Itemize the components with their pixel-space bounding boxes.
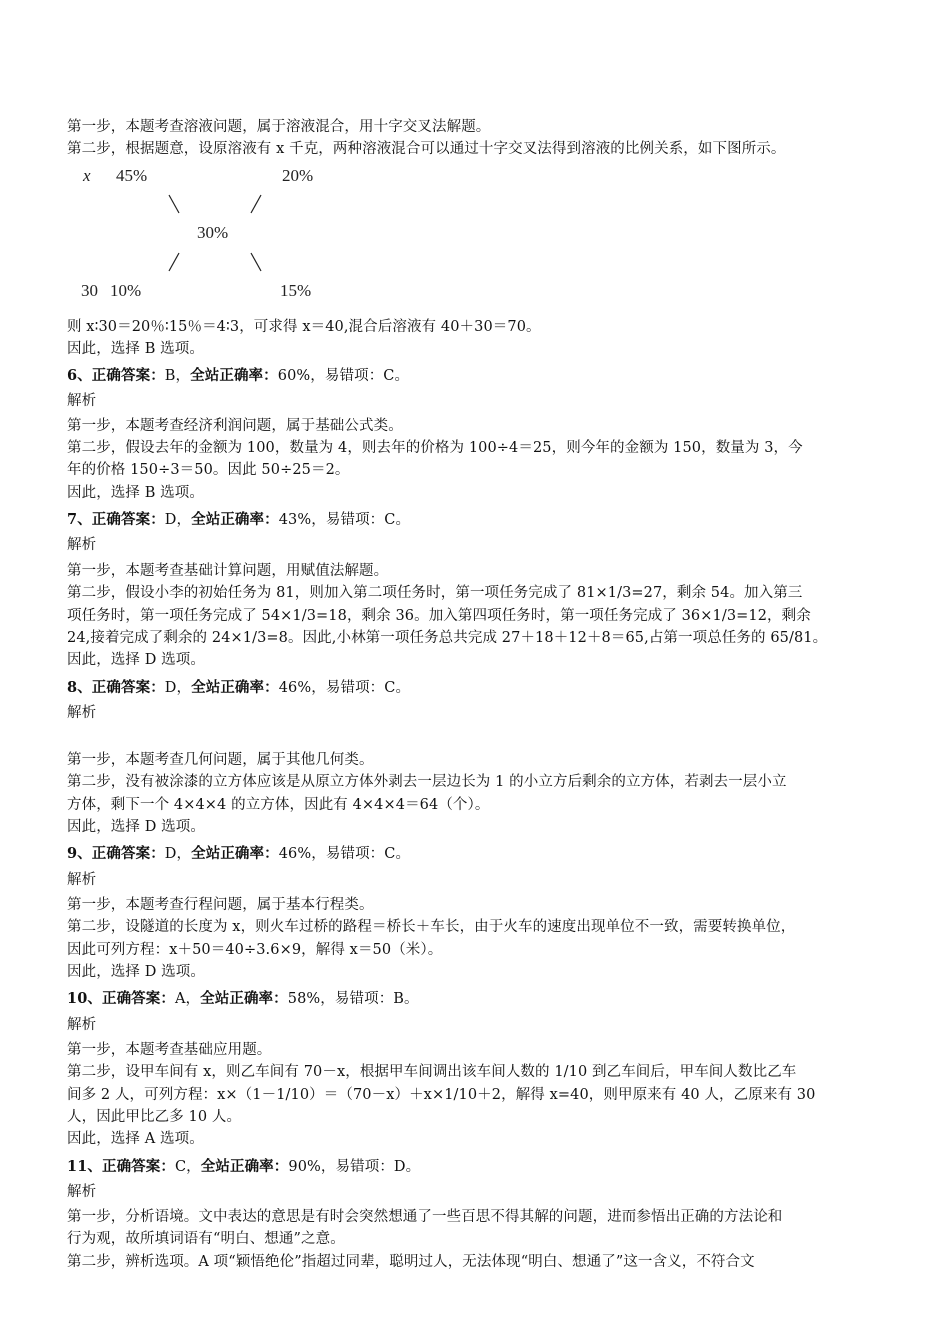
q6-step2-line1: 第二步，假设去年的金额为 100，数量为 4，则去年的价格为 100÷4＝25，则今年的金额为 150，数量为 3，今 xyxy=(67,440,803,456)
q11-rate-label: 全站正确率： xyxy=(200,1158,289,1175)
q6-rate: 60%，易错项：C。 xyxy=(277,368,410,384)
q9-step2-line1: 第二步，设隧道的长度为 x，则火车过桥的路程＝桥长＋车长，由于火车的速度出现单位不一致，需要转换单位， xyxy=(67,919,796,935)
q6-analysis-heading: 解析 xyxy=(67,393,97,409)
q8-answer-label: 正确答案： xyxy=(91,679,165,696)
q10-step2-line3: 人，因此甲比乙多 10 人。 xyxy=(67,1109,242,1125)
q9-answer: D， xyxy=(164,846,192,862)
q6-answer-label: 正确答案： xyxy=(91,367,165,384)
q7-step2-line3: 24,接着完成了剩余的 24×1/3=8。因此,小林第一项任务总共完成 27＋18＋12＋8＝65,占第一项总任务的 65/81。 xyxy=(67,630,828,646)
q9-analysis-heading: 解析 xyxy=(67,872,97,888)
q9-number: 9、 xyxy=(67,845,92,862)
q7-step1: 第一步，本题考查基础计算问题，用赋值法解题。 xyxy=(67,563,389,579)
cross-line-top-left xyxy=(169,195,179,213)
q11-step2-line1: 第二步，辨析选项。A 项“颖悟绝伦”指超过同辈，聪明过人，无法体现“明白、想通了”这一含义，不符合文 xyxy=(67,1254,755,1270)
diagram-center: 30% xyxy=(197,223,229,242)
q8-answer: D， xyxy=(164,680,192,696)
q8-number: 8、 xyxy=(67,679,92,696)
q11-number: 11、 xyxy=(67,1158,102,1175)
q8-answer-line xyxy=(67,677,897,699)
q10-rate: 58%，易错项：B。 xyxy=(287,991,419,1007)
q7-answer: D， xyxy=(164,512,192,528)
diagram-top-right: 20% xyxy=(282,166,314,185)
q10-number: 10、 xyxy=(67,990,102,1007)
q11-answer-line xyxy=(67,1156,897,1178)
q7-step2-line1: 第二步，假设小李的初始任务为 81，则加入第二项任务时，第一项任务完成了 81×1/3=27，剩余 54。加入第三 xyxy=(67,585,803,601)
q8-conclusion: 因此，选择 D 选项。 xyxy=(67,819,205,835)
q9-step1: 第一步，本题考查行程问题，属于基本行程类。 xyxy=(67,897,374,913)
q5-conclusion: 因此，选择 B 选项。 xyxy=(67,341,204,357)
diagram-bottom-right: 15% xyxy=(280,281,312,300)
q9-answer-line xyxy=(67,843,897,865)
q10-answer-line xyxy=(67,988,897,1010)
q5-calc: 则 x∶30＝20％∶15％＝4∶3，可求得 x＝40,混合后溶液有 40＋30＝70。 xyxy=(67,319,541,335)
q11-step1-line2: 行为观，故所填词语有“明白、想通”之意。 xyxy=(67,1231,345,1247)
q10-step2-line1: 第二步，设甲车间有 x，则乙车间有 70－x，根据甲车间调出该车间人数的 1/10 到乙车间后，甲车间人数比乙车 xyxy=(67,1064,797,1080)
q10-conclusion: 因此，选择 A 选项。 xyxy=(67,1131,204,1147)
q5-step2: 第二步，根据题意，设原溶液有 x 千克，两种溶液混合可以通过十字交叉法得到溶液的比例关系，如下图所示。 xyxy=(67,141,786,157)
q6-answer-line xyxy=(67,365,897,387)
q7-answer-line xyxy=(67,509,897,531)
q9-rate-label: 全站正确率： xyxy=(191,845,279,862)
q10-analysis-heading: 解析 xyxy=(67,1017,97,1033)
diagram-bottom-left: 10% xyxy=(110,281,142,300)
q7-step2-line2: 项任务时，第一项任务完成了 54×1/3=18，剩余 36。加入第四项任务时，第一项任务完成了 36×1/3=12，剩余 xyxy=(67,608,811,624)
q7-answer-label: 正确答案： xyxy=(91,511,165,528)
diagram-x: x xyxy=(83,166,91,185)
q7-analysis-heading: 解析 xyxy=(67,537,97,553)
q6-step2-line2: 年的价格 150÷3＝50。因此 50÷25＝2。 xyxy=(67,462,350,478)
q8-rate: 46%，易错项：C。 xyxy=(278,680,411,696)
q7-rate-label: 全站正确率： xyxy=(191,511,279,528)
q8-step2-line2: 方体，剩下一个 4×4×4 的立方体，因此有 4×4×4＝64（个）。 xyxy=(67,797,490,813)
diagram-bottom-num: 30 xyxy=(81,281,98,300)
q11-analysis-heading: 解析 xyxy=(67,1184,97,1200)
q7-rate: 43%，易错项：C。 xyxy=(278,512,411,528)
cross-method-diagram xyxy=(67,162,387,312)
cross-line-top-right xyxy=(251,195,261,213)
q10-rate-label: 全站正确率： xyxy=(200,990,288,1007)
q11-answer-label: 正确答案： xyxy=(101,1158,175,1175)
q6-answer: B， xyxy=(164,368,191,384)
q9-step2-line2: 因此可列方程：x＋50＝40÷3.6×9，解得 x＝50（米）。 xyxy=(67,942,443,958)
q8-rate-label: 全站正确率： xyxy=(191,679,279,696)
q8-analysis-heading: 解析 xyxy=(67,705,97,721)
q9-rate: 46%，易错项：C。 xyxy=(278,846,411,862)
q11-step1-line1: 第一步，分析语境。文中表达的意思是有时会突然想通了一些百思不得其解的问题，进而参悟出正确的方法论和 xyxy=(67,1209,783,1225)
q6-step1: 第一步，本题考查经济利润问题，属于基础公式类。 xyxy=(67,418,403,434)
q7-conclusion: 因此，选择 D 选项。 xyxy=(67,652,205,668)
q10-answer-label: 正确答案： xyxy=(101,990,175,1007)
q11-answer: C， xyxy=(174,1159,201,1175)
q7-number: 7、 xyxy=(67,511,92,528)
cross-line-bottom-left xyxy=(169,253,179,271)
q6-rate-label: 全站正确率： xyxy=(190,367,278,384)
q11-rate: 90%，易错项：D。 xyxy=(288,1159,421,1175)
q6-conclusion: 因此，选择 B 选项。 xyxy=(67,485,204,501)
q9-answer-label: 正确答案： xyxy=(91,845,165,862)
q10-step1: 第一步，本题考查基础应用题。 xyxy=(67,1042,272,1058)
q9-conclusion: 因此，选择 D 选项。 xyxy=(67,964,205,980)
q10-step2-line2: 间多 2 人，可列方程：x×（1－1/10）＝（70－x）＋x×1/10＋2，解得 x=40，则甲原来有 40 人，乙原来有 30 xyxy=(67,1087,816,1103)
diagram-top-left: 45% xyxy=(116,166,148,185)
q8-step2-line1: 第二步，没有被涂漆的立方体应该是从原立方体外剥去一层边长为 1 的小立方后剩余的立方体，若剥去一层小立 xyxy=(67,774,787,790)
q10-answer: A， xyxy=(174,991,201,1007)
q6-number: 6、 xyxy=(67,367,92,384)
cross-line-bottom-right xyxy=(251,253,261,271)
q5-step1: 第一步，本题考查溶液问题，属于溶液混合，用十字交叉法解题。 xyxy=(67,119,491,135)
q8-step1: 第一步，本题考查几何问题，属于其他几何类。 xyxy=(67,752,374,768)
